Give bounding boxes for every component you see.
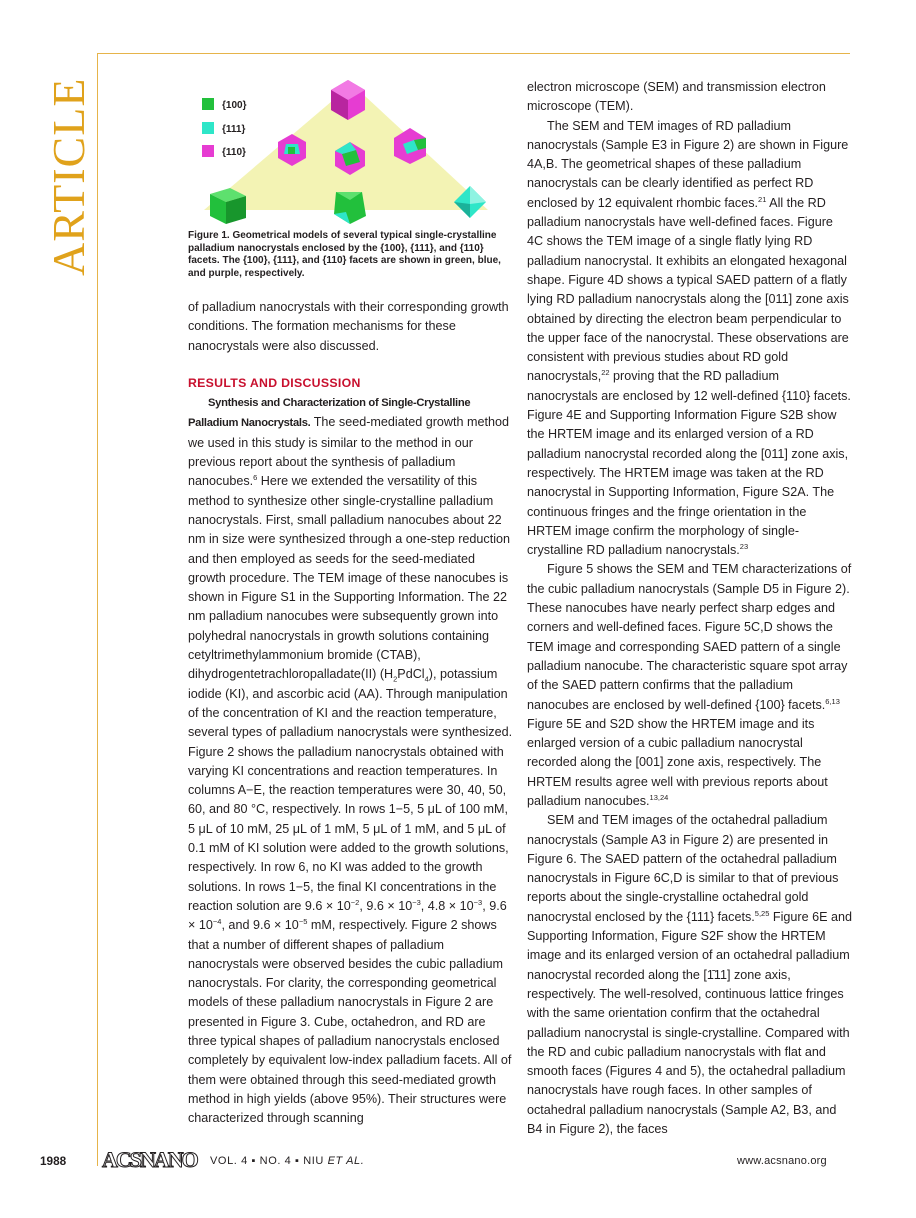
text-run: Figure 5 shows the SEM and TEM characterizations of the cubic palladium nanocrystals (Sample D5 in Figure 2). These nanocubes have nearly perfect sharp edges and corners and well-defined faces. Figure 5C,D shows the TEM image and corresponding SAED pattern of a single palladium nanocube. The characteristic square spot array of the SAED pattern confirms that the palladium nanocubes are enclosed by well-defined {100} facets. [527,562,852,712]
text-run: Here we extended the versatility of this method to synthesize other single-crystalline palladium nanocrystals. First, small palladium nanocubes about 22 nm in size were synthesized through a one-step reduction and then employed as seeds for the seed-mediated growth procedure. The TEM image of these nanocubes is shown in Figure S1 in the Supporting Information. The 22 nm palladium nanocubes were subsequently grown into polyhedral nanocrystals in growth solutions containing cetyltrimethylammonium bromide (CTAB), dihydrogentetrachloropalladate(II) (H [188,474,511,682]
text-run: All the RD palladium nanocrystals have well-defined faces. Figure 4C shows the TEM image of a single flatly lying RD palladium nanocrystal. It exhibits an elongated hexagonal shape. Figure 4D shows a typical SAED pattern of a flatly lying RD palladium nanocrystals along the [011] zone axis obtained by directing the electron beam perpendicular to the upper face of the nanocrystal. These observations are consistent with previous studies about RD gold nanocrystals, [527,195,849,384]
text-run: ), potassium iodide (KI), and ascorbic acid (AA). Through manipulation of the concentration of KI and the reaction temperature, several types of palladium nanocrystals were synthesized. Figure 2 shows the palladium nanocrystals obtained with varying KI concentrations and reaction temperatures. In columns A−E, the reaction temperatures were 30, 40, 50, 60, and 80 °C, respectively. In rows 1−5, 5 μL of 100 mM, 5 μL of 10 mM, 25 μL of 1 mM, 5 μL of 1 mM, and 5 μL of 0.1 mM of KI solution were added to the growth solutions, respectively. In row 6, no KI was added to the growth solutions. In rows 1−5, the final KI concentrations in the reaction solution are 9.6 × 10 [188,667,513,913]
legend-label-110: {110} [222,147,246,158]
figure-caption: Figure 1. Geometrical models of several typical single-crystalline palladium nanocrystals enclosed by the {100}, {111}, and {110} facets. The {100}, {111}, and {110} facets are shown in green, blue, and purple, respectively. [188,230,501,279]
legend-label-100: {100} [222,100,247,111]
text-run: proving that the RD palladium nanocrystals are enclosed by 12 well-defined {110} facets. Figure 4E and Supporting Information Figure S2B show the HRTEM image and its enlarged version of a RD palladium nanocrystal recorded along the [011] zone axis, respectively. The HRTEM image was taken at the RD nanocrystal in Supporting Information, Figure S2A. The continuous fringes and the fringe orientation in the HRTEM image confirm the morphology of single-crystalline RD palladium nanocrystals. [527,369,851,558]
legend-swatch-100 [202,98,214,110]
footer-citation [210,1155,364,1167]
superscript: −3 [473,897,483,907]
citation: 23 [739,541,749,551]
superscript: −5 [298,917,308,927]
article-side-label: ARTICLE [43,77,94,276]
citation: 13,24 [649,792,669,802]
legend-label-111: {111} [222,124,246,135]
truncated-cube-model [334,192,366,224]
citation: 6,13 [825,696,840,706]
body-paragraph [188,393,514,1128]
journal-url[interactable]: www.acsnano.org [737,1155,827,1167]
cube-model [210,188,246,224]
header-rule [98,53,850,54]
citation: 22 [601,368,610,378]
issue: NO. 4 [259,1155,292,1167]
text-run: Figure 5E and S2D show the HRTEM image and its enlarged version of a cubic palladium nanocrystal recorded along the [001] zone axis, respectively. The HRTEM results agree well with previous reports about palladium nanocubes. [527,716,828,808]
section-heading: RESULTS AND DISCUSSION [188,375,361,390]
right-column [527,78,852,1139]
superscript: −4 [212,917,222,927]
text-run: , 9.6 × 10 [359,898,413,913]
page-number: 1988 [40,1154,67,1168]
text-run: The SEM and TEM images of RD palladium nanocrystals (Sample E3 in Figure 2) are shown in Figure 4A,B. The geometrical shapes of these palladium nanocrystals can be clearly identified as perfect RD enclosed by 12 equivalent rhombic faces. [527,118,849,210]
text-run: mM, respectively. Figure 2 shows that a number of different shapes of palladium nanocrystals were observed besides the cubic palladium nanocrystals. For clarity, the corresponding geometrical models of these palladium nanocrystals in Figure 2 are presented in Figure 3. Cube, octahedron, and RD are three typical shapes of palladium nanocrystals enclosed completely by equivalent low-index palladium facets. All of them were obtained through this seed-mediated growth method in high yields (above 95%). Their structures were characterized through scanning [188,918,512,1126]
body-paragraph: electron microscope (SEM) and transmission electron microscope (TEM). [527,80,826,114]
text-run: SEM and TEM images of the octahedral palladium nanocrystals (Sample A3 in Figure 2) are presented in Figure 6. The SAED pattern of the octahedral palladium nanocrystals in Figure 6C,D is similar to that of previous reports about the single-crystalline octahedral gold nanocrystal enclosed by the {111} facets. [527,813,839,924]
body-paragraph [527,560,852,811]
text-run: , 9.6 × 10 [188,898,507,933]
intro-paragraph: of palladium nanocrystals with their corresponding growth conditions. The formation mechanisms for these nanocrystals were also discussed. [188,300,509,353]
subscript: 2 [393,674,398,684]
body-paragraph [527,811,852,1139]
left-column [188,298,514,1128]
body-paragraph [527,117,852,561]
figure-1-graphic [188,62,508,232]
author: NIU [303,1155,324,1167]
text-run: , 4.8 × 10 [420,898,474,913]
separator: ▪ [251,1155,256,1167]
citation: 5,25 [754,908,770,918]
citation: 6 [253,473,258,483]
subscript: 4 [424,674,429,684]
et-al: ET AL. [327,1155,365,1167]
superscript: −2 [350,897,360,907]
figure-1 [188,62,508,232]
separator: ▪ [295,1155,300,1167]
legend-swatch-110 [202,145,214,157]
journal-logo: ACSNANO [102,1147,197,1172]
subsection-heading: Synthesis and Characterization of Single-Crystalline Palladium Nanocrystals. [188,397,471,430]
volume: VOL. 4 [210,1155,248,1167]
text-run: Figure 6E and Supporting Information, Figure S2F show the HRTEM image and its enlarged version of an octahedral palladium nanocrystal recorded along the [1̄11] zone axis, respectively. The well-resolved, continuous lattice fringes with the same orientation confirm that the octahedral palladium nanocrystal is single-crystalline. Compared with the RD and cubic palladium nanocrystals with flat and smooth faces (Figures 4 and 5), the octahedral palladium nanocrystals have rough faces. In other samples of octahedral palladium nanocrystals (Sample A2, B3, and B4 in Figure 2), the faces [527,909,853,1137]
text-run: PdCl [397,667,425,682]
text-run: , and 9.6 × 10 [221,918,299,933]
legend-swatch-111 [202,122,214,134]
text-run: The seed-mediated growth method we used in this study is similar to the method in our previous report about the synthesis of palladium nanocubes. [188,415,510,489]
superscript: −3 [412,897,421,907]
citation: 21 [758,194,767,204]
